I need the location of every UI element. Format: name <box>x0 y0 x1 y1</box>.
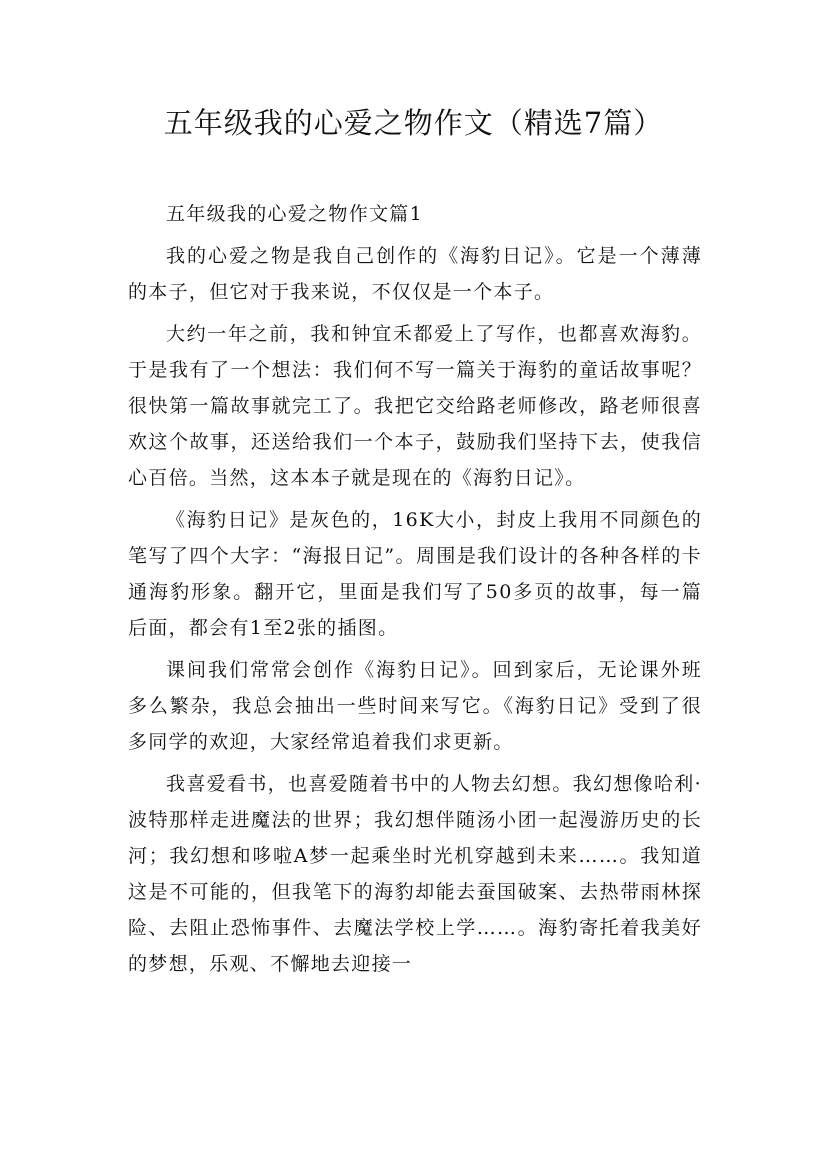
paragraph: 我的心爱之物是我自己创作的《海豹日记》。它是一个薄薄的本子，但它对于我来说，不仅仅是一个本子。 <box>128 245 702 303</box>
document-body <box>128 196 702 988</box>
document-title: 五年级我的心爱之物作文（精选7篇） <box>163 106 664 140</box>
paragraph: 《海豹日记》是灰色的，16K大小，封皮上我用不同颜色的笔写了四个大字：“海报日记”。周围是我们设计的各种各样的卡通海豹形象。翻开它，里面是我们写了50多页的故事，每一篇后面，都会有1至2张的插图。 <box>128 509 702 639</box>
section-heading: 五年级我的心爱之物作文篇1 <box>166 203 423 225</box>
paragraph: 大约一年之前，我和钟宜禾都爱上了写作，也都喜欢海豹。于是我有了一个想法：我们何不写一篇关于海豹的童话故事呢？很快第一篇故事就完工了。我把它交给路老师修改，路老师很喜欢这个故事，还送给我们一个本子，鼓励我们坚持下去，使我信心百倍。当然，这本本子就是现在的《海豹日记》。 <box>128 323 702 489</box>
paragraph: 我喜爱看书，也喜爱随着书中的人物去幻想。我幻想像哈利·波特那样走进魔法的世界；我幻想伴随汤小团一起漫游历史的长河；我幻想和哆啦A梦一起乘坐时光机穿越到未来……。我知道这是不可能的，但我笔下的海豹却能去蚕国破案、去热带雨林探险、去阻止恐怖事件、去魔法学校上学……。海豹寄托着我美好的梦想，乐观、不懈地去迎接一 <box>128 773 702 975</box>
paragraph: 课间我们常常会创作《海豹日记》。回到家后，无论课外班多么繁杂，我总会抽出一些时间来写它。《海豹日记》受到了很多同学的欢迎，大家经常追着我们求更新。 <box>128 659 702 753</box>
